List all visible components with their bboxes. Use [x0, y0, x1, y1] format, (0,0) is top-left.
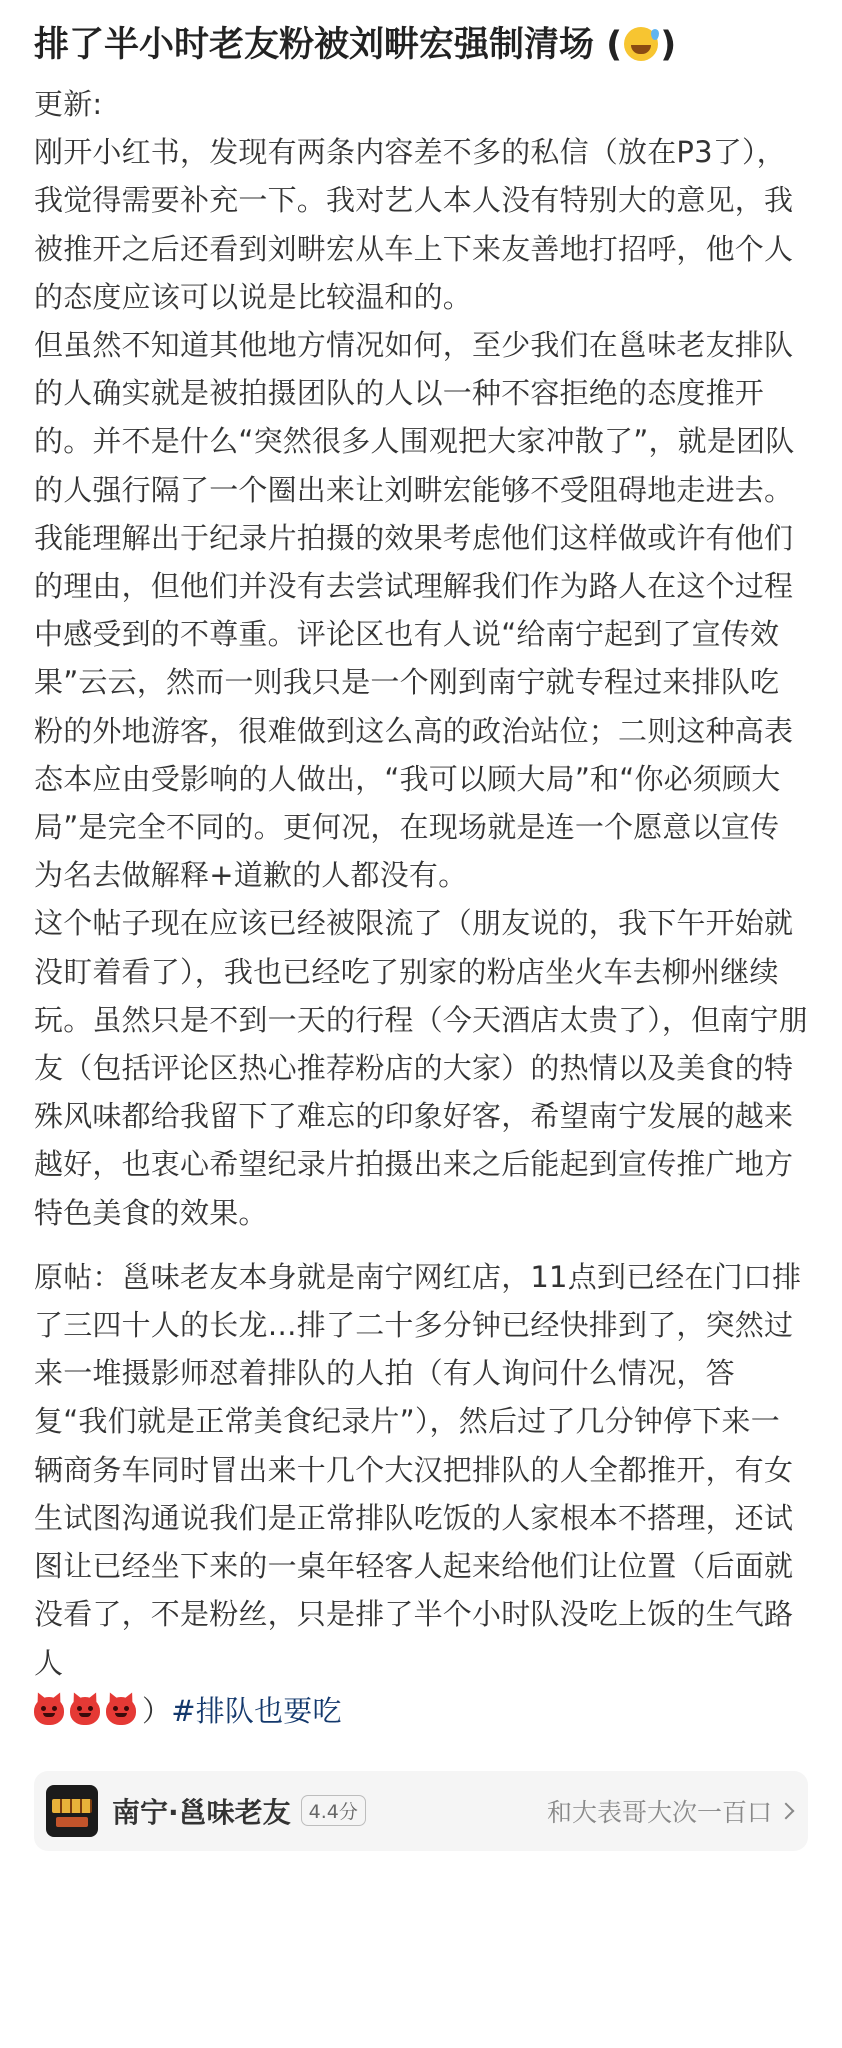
sweat-smile-emoji-icon: [624, 27, 658, 61]
rating-badge: 4.4分: [301, 1795, 366, 1826]
post-title-text: 排了半小时老友粉被刘畊宏强制清场 (: [34, 25, 623, 65]
paragraph-2: 但虽然不知道其他地方情况如何，至少我们在邕味老友排队的人确实就是被拍摄团队的人以一种不容拒绝的态度推开的。并不是什么“突然很多人围观把大家冲散了”，就是团队的人强行隔了一个圈出来让刘畊宏能够不受阻碍地走进去。: [34, 328, 795, 507]
post-body: [34, 80, 808, 1735]
card-subtext: 和大表哥大次一百口: [546, 1797, 772, 1827]
restaurant-name: 南宁·邕味老友: [112, 1795, 291, 1829]
paragraph-1: 刚开小红书，发现有两条内容差不多的私信（放在P3了），我觉得需要补充一下。我对艺人本人没有特别大的意见，我被推开之后还看到刘畊宏从车上下来友善地打招呼，他个人的态度应该可以说是比较温和的。: [34, 135, 794, 314]
angry-devil-icon: [106, 1697, 136, 1725]
restaurant-thumbnail: [46, 1785, 98, 1837]
paragraph-3: 我能理解出于纪录片拍摄的效果考虑他们这样做或许有他们的理由，但他们并没有去尝试理解我们作为路人在这个过程中感受到的不尊重。评论区也有人说“给南宁起到了宣传效果”云云，然而一则我只是一个刚到南宁就专程过来排队吃粉的外地游客，很难做到这么高的政治站位；二则这种高表态本应由受影响的人做出，“我可以顾大局”和“你必须顾大局”是完全不同的。更何况，在现场就是连一个愿意以宣传为名去做解释+道歉的人都没有。: [34, 520, 794, 893]
post-title: [34, 20, 808, 70]
update-label: 更新:: [34, 87, 103, 121]
paragraph-gap: [34, 1237, 808, 1253]
angry-devil-icon: [70, 1697, 100, 1725]
tail-close: ）: [142, 1693, 172, 1728]
paragraph-4: 这个帖子现在应该已经被限流了（朋友说的，我下午开始就没盯着看了），我也已经吃了别家的粉店坐火车去柳州继续玩。虽然只是不到一天的行程（今天酒店太贵了），但南宁朋友（包括评论区热心推荐粉店的大家）的热情以及美食的特殊风味都给我留下了难忘的印象好客，希望南宁发展的越来越好，也衷心希望纪录片拍摄出来之后能起到宣传推广地方特色美食的效果。: [34, 906, 808, 1230]
tail-line: [34, 1694, 342, 1728]
chevron-right-icon[interactable]: [778, 1802, 795, 1819]
location-card[interactable]: [34, 1771, 808, 1851]
original-post: [34, 1253, 808, 1735]
post-title-close: ): [660, 25, 677, 65]
hashtag-link[interactable]: #排队也要吃: [171, 1693, 342, 1728]
angry-devil-icon: [34, 1697, 64, 1725]
original-post-text: 原帖：邕味老友本身就是南宁网红店，11点到已经在门口排了三四十人的长龙…排了二十多分钟已经快排到了，突然过来一堆摄影师怼着排队的人拍（有人询问什么情况，答复“我们就是正常美食纪录片”），然后过了几分钟停下来一辆商务车同时冒出来十几个大汉把排队的人全都推开，有女生试图沟通说我们是正常排队吃饭的人家根本不搭理，还试图让已经坐下来的一桌年轻客人起来给他们让位置（后面就没看了，不是粉丝，只是排了半个小时队没吃上饭的生气路人: [34, 1259, 802, 1680]
